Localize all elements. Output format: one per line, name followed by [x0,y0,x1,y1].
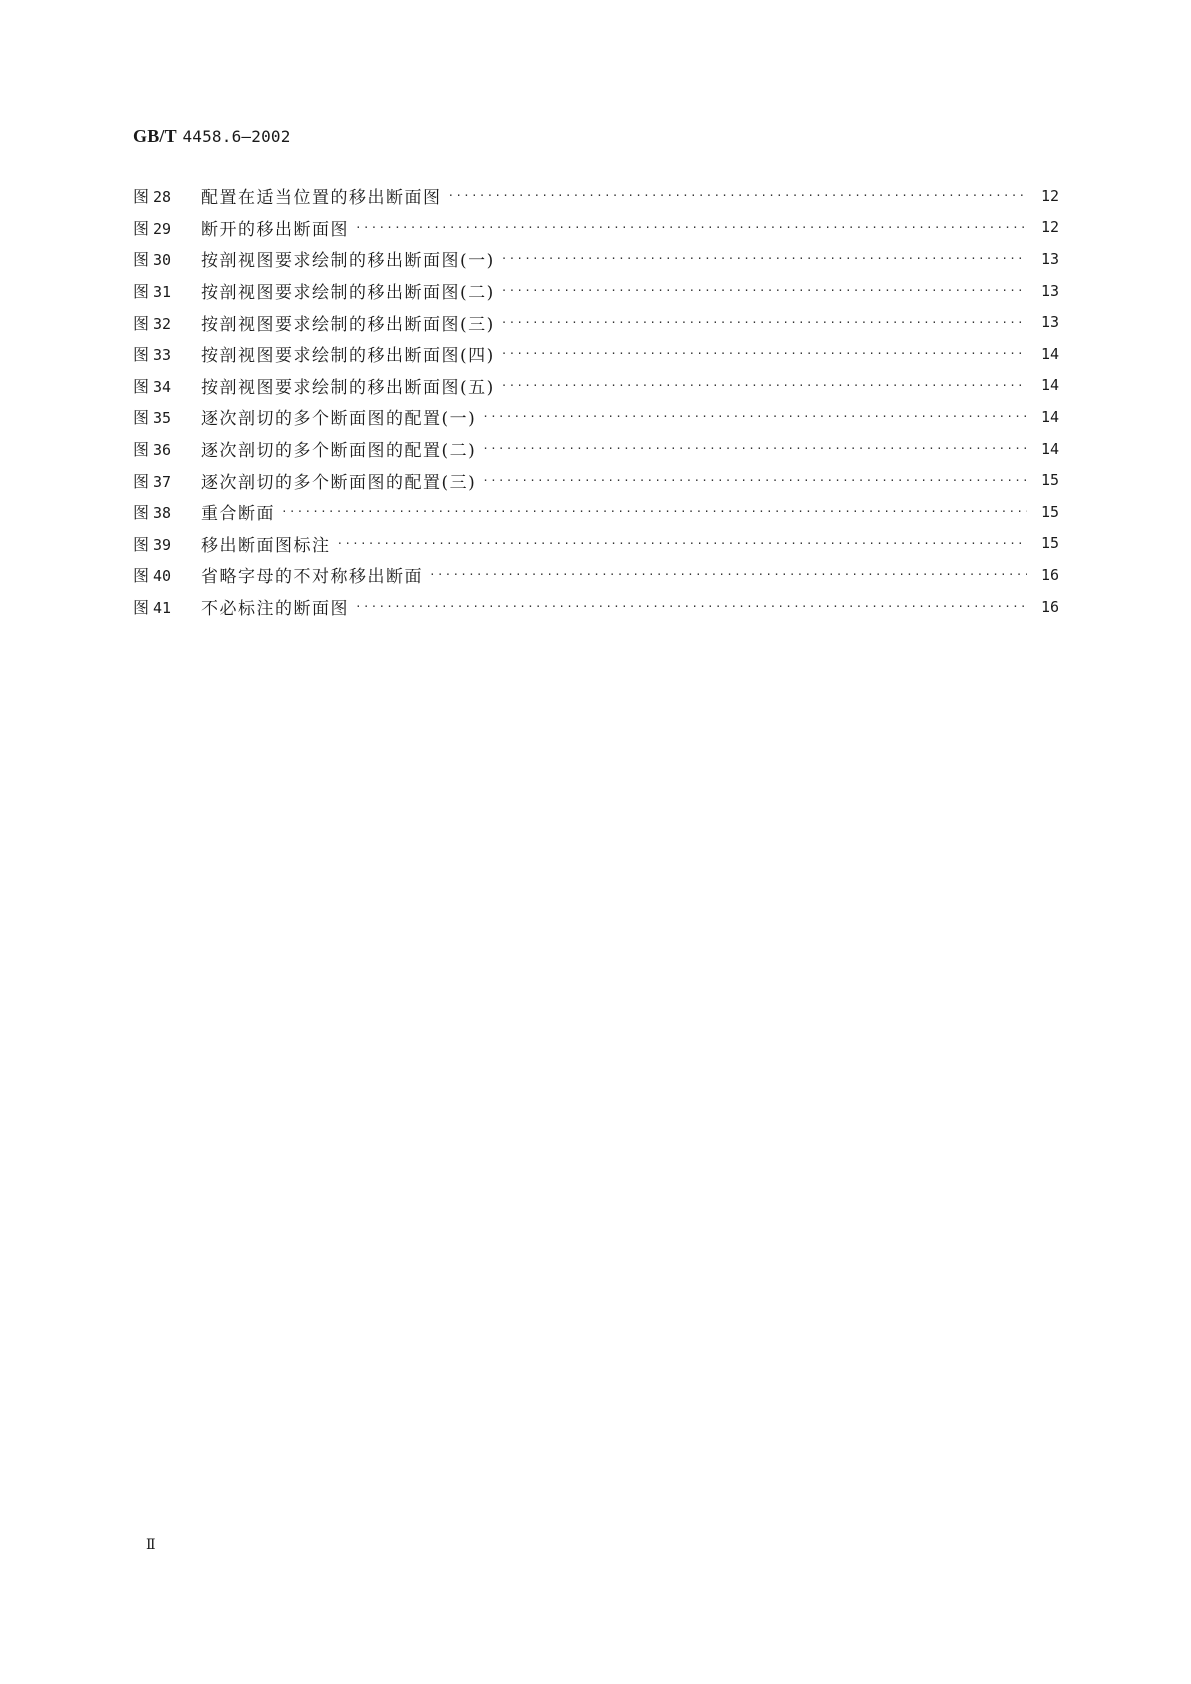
toc-entry-title: 逐次剖切的多个断面图的配置(三) [201,472,477,493]
dot-leader [482,410,1027,423]
toc-entry-page: 15 [1040,502,1059,521]
figure-prefix: 图 [133,598,150,618]
toc-entry-page: 15 [1040,471,1059,490]
toc-entry-page: 13 [1040,281,1059,300]
toc-entry-label [133,532,201,555]
toc-entry-page: 14 [1040,439,1059,458]
toc-entry-label [133,311,201,334]
figure-prefix: 图 [133,218,150,238]
toc-entry-title: 配置在适当位置的移出断面图 [201,188,442,209]
toc-entry[interactable] [133,433,1059,465]
figure-number: 39 [153,535,172,554]
toc-entry-page: 16 [1040,597,1059,616]
toc-entry[interactable] [133,464,1059,496]
toc-entry-label [133,279,201,302]
toc-entry-label [133,563,201,586]
figure-prefix: 图 [133,282,150,302]
toc-entry-label [133,469,201,492]
toc-entry-page: 16 [1040,565,1059,584]
toc-entry-title: 不必标注的断面图 [201,599,349,620]
toc-entry-label [133,184,201,207]
toc-entry-page: 13 [1040,313,1059,332]
standard-number: 4458.6—2002 [182,127,291,146]
figure-number: 36 [153,441,172,460]
toc-entry-title: 按剖视图要求绘制的移出断面图(一) [201,251,495,272]
toc-entry-page: 14 [1040,376,1059,395]
toc-entry-title: 按剖视图要求绘制的移出断面图(三) [201,314,495,335]
dot-leader [482,474,1027,487]
toc-entry-title: 移出断面图标注 [201,535,331,556]
toc-entry-label [133,216,201,239]
dot-leader [281,505,1027,518]
table-of-figures [133,180,1059,622]
toc-entry-title: 按剖视图要求绘制的移出断面图(四) [201,346,495,367]
figure-number: 31 [153,283,172,302]
dot-leader [482,442,1027,455]
toc-entry[interactable] [133,243,1059,275]
toc-entry[interactable] [133,528,1059,560]
dot-leader [501,379,1027,392]
toc-entry[interactable] [133,180,1059,212]
toc-entry-title: 逐次剖切的多个断面图的配置(二) [201,441,477,462]
figure-number: 29 [153,219,172,238]
toc-entry-label [133,342,201,365]
toc-entry[interactable] [133,212,1059,244]
dot-leader [429,568,1027,581]
figure-number: 32 [153,314,172,333]
figure-prefix: 图 [133,534,150,554]
figure-prefix: 图 [133,503,150,523]
figure-number: 35 [153,409,172,428]
figure-prefix: 图 [133,376,150,396]
page-number: Ⅱ [146,1538,156,1553]
toc-entry-page: 12 [1040,218,1059,237]
figure-number: 30 [153,251,172,270]
dot-leader [501,284,1027,297]
dot-leader [448,189,1028,202]
figure-number: 34 [153,377,172,396]
figure-prefix: 图 [133,345,150,365]
toc-entry-page: 15 [1040,534,1059,553]
figure-prefix: 图 [133,566,150,586]
toc-entry[interactable] [133,306,1059,338]
dot-leader [501,252,1027,265]
figure-number: 28 [153,188,172,207]
figure-prefix: 图 [133,187,150,207]
toc-entry[interactable] [133,275,1059,307]
figure-number: 41 [153,599,172,618]
toc-entry[interactable] [133,559,1059,591]
dot-leader [355,600,1027,613]
toc-entry-page: 14 [1040,407,1059,426]
toc-entry[interactable] [133,591,1059,623]
toc-entry-title: 重合断面 [201,504,275,525]
document-header [133,126,291,147]
toc-entry[interactable] [133,338,1059,370]
figure-number: 33 [153,346,172,365]
toc-entry-label [133,247,201,270]
dot-leader [501,347,1027,360]
figure-number: 40 [153,567,172,586]
toc-entry-label [133,500,201,523]
figure-prefix: 图 [133,471,150,491]
toc-entry-page: 14 [1040,344,1059,363]
figure-prefix: 图 [133,408,150,428]
toc-entry[interactable] [133,401,1059,433]
toc-entry-title: 按剖视图要求绘制的移出断面图(二) [201,283,495,304]
toc-entry-title: 省略字母的不对称移出断面 [201,567,423,588]
toc-entry-title: 逐次剖切的多个断面图的配置(一) [201,409,477,430]
toc-entry-label [133,437,201,460]
figure-prefix: 图 [133,313,150,333]
toc-entry[interactable] [133,370,1059,402]
toc-entry-page: 12 [1040,186,1059,205]
dot-leader [337,537,1028,550]
standard-prefix: GB/T [133,126,177,146]
toc-entry[interactable] [133,496,1059,528]
toc-entry-title: 断开的移出断面图 [201,219,349,240]
figure-number: 38 [153,504,172,523]
toc-entry-label [133,374,201,397]
toc-entry-title: 按剖视图要求绘制的移出断面图(五) [201,377,495,398]
figure-number: 37 [153,472,172,491]
dot-leader [355,221,1027,234]
dot-leader [501,316,1027,329]
toc-entry-page: 13 [1040,249,1059,268]
figure-prefix: 图 [133,440,150,460]
toc-entry-label [133,405,201,428]
figure-prefix: 图 [133,250,150,270]
toc-entry-label [133,595,201,618]
